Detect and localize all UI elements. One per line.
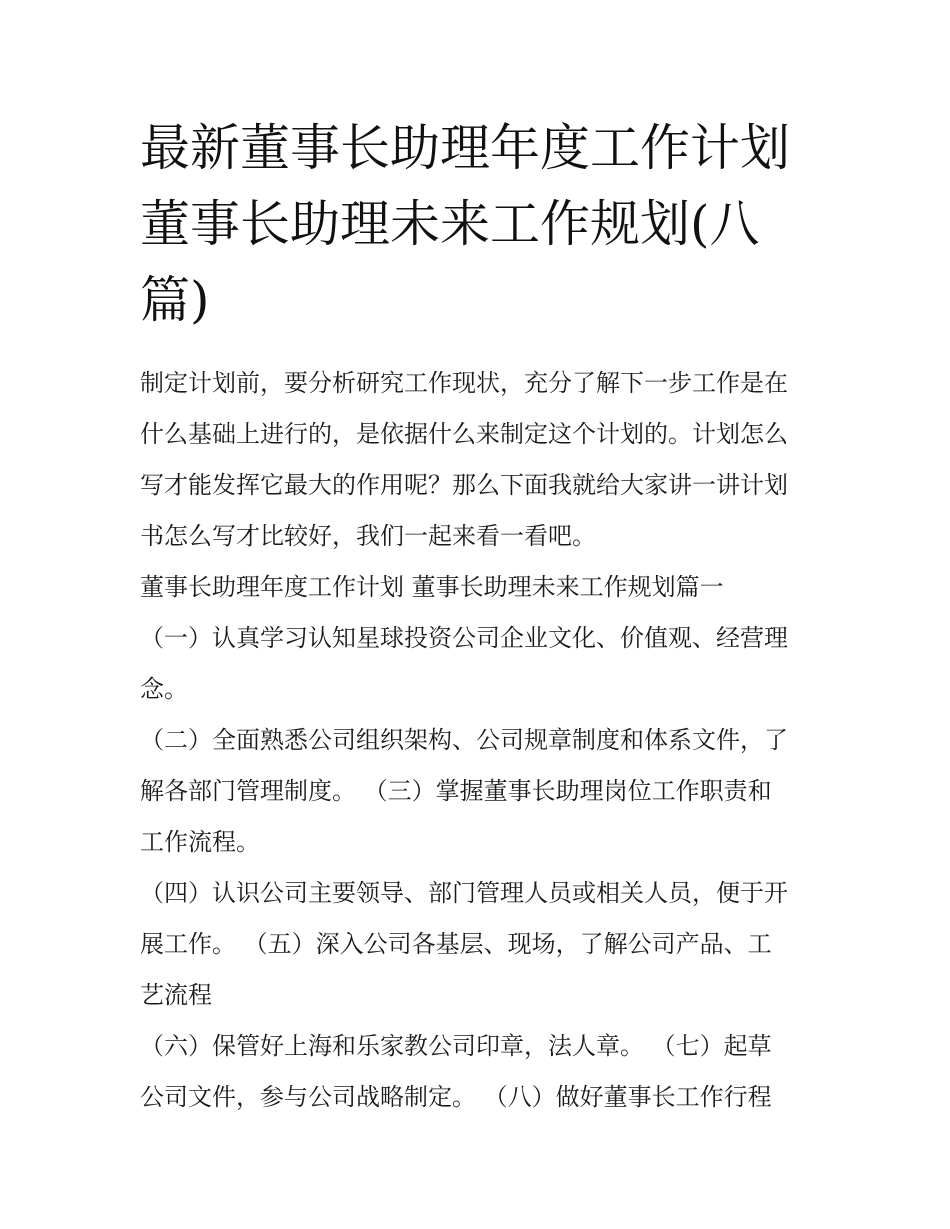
text-line: 公司文件，参与公司战略制定。 （八）做好董事长工作行程 <box>140 1083 772 1111</box>
list-item <box>140 715 820 868</box>
section-heading <box>140 562 820 613</box>
text-line: 解各部门管理制度。 （三）掌握董事长助理岗位工作职责和 <box>140 777 772 805</box>
text-line: 书怎么写才比较好，我们一起来看一看吧。 <box>140 522 596 550</box>
text-line: 艺流程 <box>140 981 212 1009</box>
text-line: 制定计划前，要分析研究工作现状，充分了解下一步工作是在 <box>140 369 788 397</box>
list-item <box>140 868 820 1021</box>
text-line: 念。 <box>140 675 188 703</box>
list-item <box>140 1021 820 1123</box>
text-line: 工作流程。 <box>140 828 260 856</box>
intro-paragraph <box>140 358 820 562</box>
text-line: （二）全面熟悉公司组织架构、公司规章制度和体系文件，了 <box>140 726 788 754</box>
text-line: 董事长助理年度工作计划 董事长助理未来工作规划篇一 <box>140 573 724 601</box>
text-line: （一）认真学习认知星球投资公司企业文化、价值观、经营理 <box>140 624 788 652</box>
document-body <box>140 358 820 1123</box>
title-line: 篇) <box>140 271 210 329</box>
text-line: （四）认识公司主要领导、部门管理人员或相关人员，便于开 <box>140 879 788 907</box>
title-line: 董事长助理未来工作规划(八 <box>140 195 760 253</box>
document-title <box>140 110 820 338</box>
text-line: 写才能发挥它最大的作用呢？那么下面我就给大家讲一讲计划 <box>140 471 788 499</box>
text-line: （六）保管好上海和乐家教公司印章，法人章。 （七）起草 <box>140 1032 772 1060</box>
text-line: 展工作。 （五）深入公司各基层、现场，了解公司产品、工 <box>140 930 772 958</box>
title-line: 最新董事长助理年度工作计划 <box>140 119 790 177</box>
list-item <box>140 613 820 715</box>
text-line: 什么基础上进行的，是依据什么来制定这个计划的。计划怎么 <box>140 420 788 448</box>
